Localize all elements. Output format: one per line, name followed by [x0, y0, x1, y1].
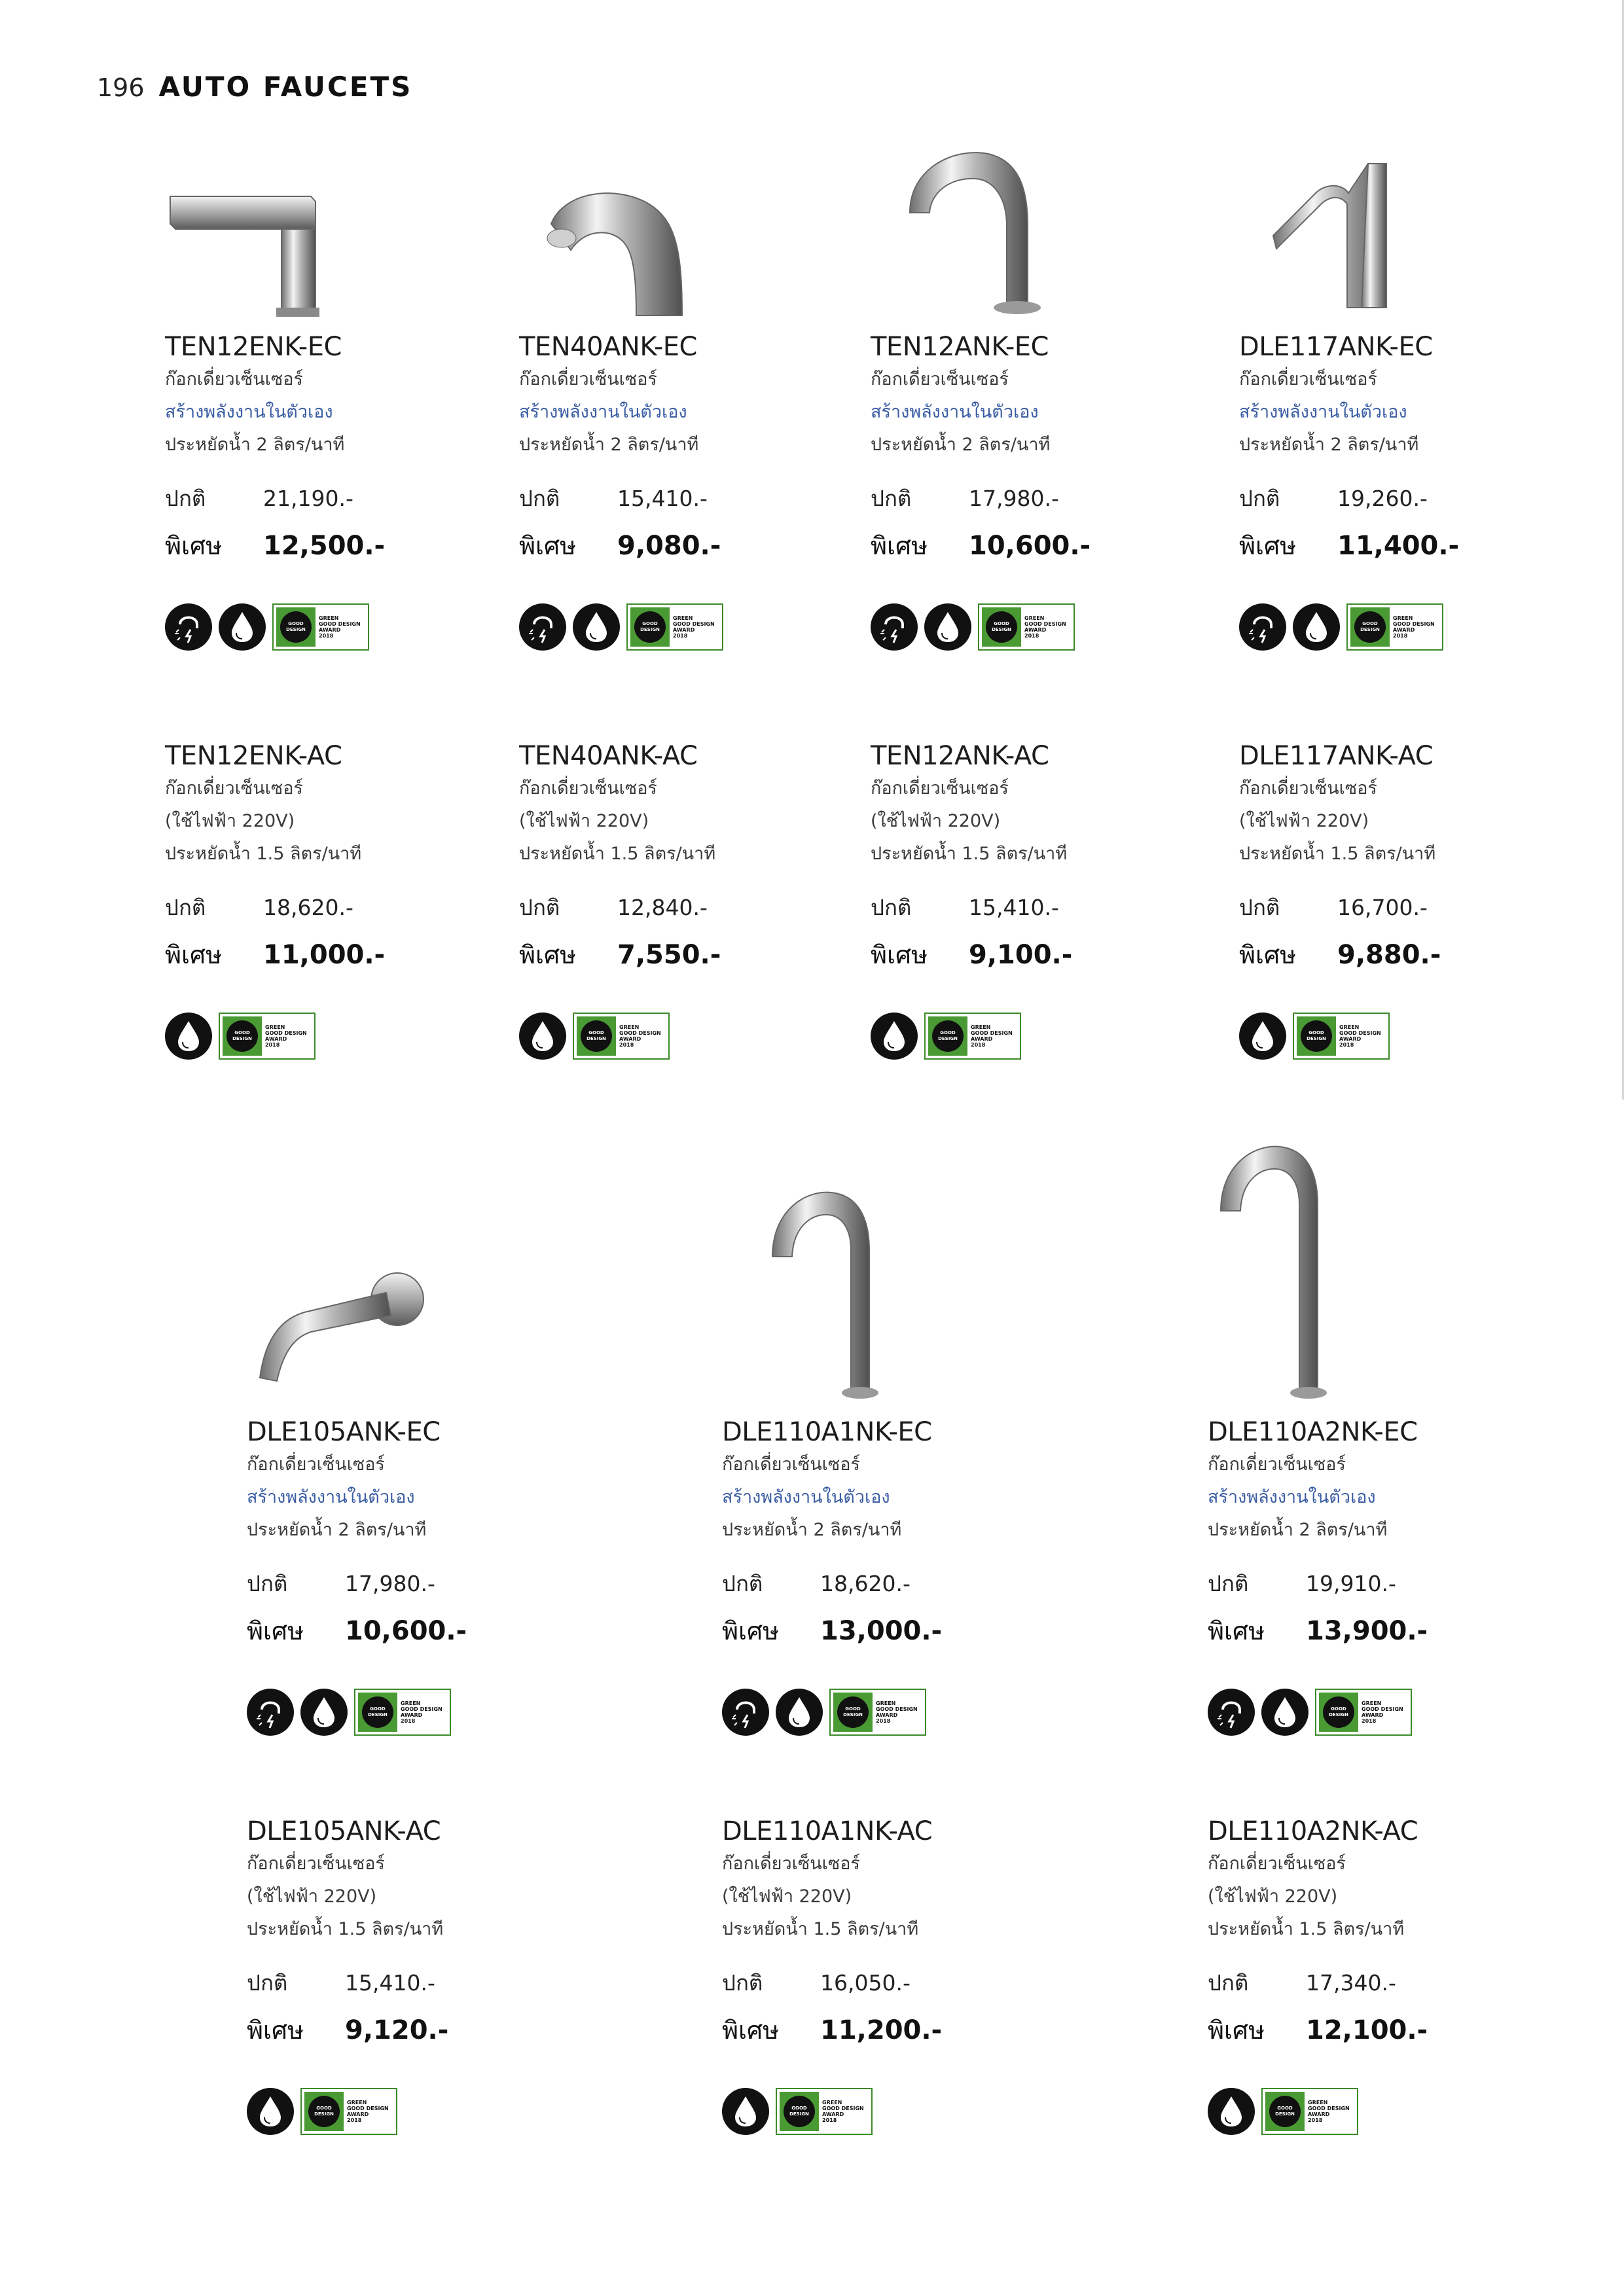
- product-description-line: ก๊อกเดี่ยวเซ็นเซอร์: [165, 778, 303, 798]
- good-design-award-icon: [829, 1689, 926, 1736]
- product-description-line: (ใช้ไฟฟ้า 220V): [247, 1886, 377, 1907]
- feature-icons: [247, 2087, 587, 2136]
- product-description-line: ประหยัดน้ำ 2 ลิตร/นาที: [519, 435, 699, 455]
- award-text: GREEN GOOD DESIGN AWARD 2018: [1308, 2100, 1350, 2123]
- award-text: GREEN GOOD DESIGN AWARD 2018: [1339, 1024, 1381, 1048]
- water-drop-icon: [722, 2088, 769, 2135]
- product-model: TEN12ENK-EC: [165, 332, 342, 362]
- product-description-line: ประหยัดน้ำ 2 ลิตร/นาที: [871, 435, 1051, 455]
- product-description-line: ประหยัดน้ำ 2 ลิตร/นาที: [722, 1520, 902, 1540]
- award-text: GREEN GOOD DESIGN AWARD 2018: [347, 2100, 389, 2123]
- award-text: GREEN GOOD DESIGN AWARD 2018: [401, 1700, 442, 1724]
- award-badge-text: GOOD DESIGN: [1269, 2096, 1301, 2127]
- normal-price-row: [247, 1965, 587, 2010]
- product-card: [1208, 1815, 1548, 2136]
- product-image-dle117ank-ec: [1270, 157, 1401, 314]
- normal-price-row: [519, 890, 859, 935]
- energy-icon: [247, 1689, 294, 1736]
- good-design-award-icon: [1315, 1689, 1412, 1736]
- product-card: [247, 1815, 587, 2136]
- energy-icon: [871, 603, 918, 651]
- water-drop-icon: [1261, 1689, 1308, 1736]
- product-model: DLE117ANK-EC: [1239, 332, 1433, 362]
- award-badge-text: GOOD DESIGN: [1301, 1020, 1332, 1052]
- award-text: GREEN GOOD DESIGN AWARD 2018: [673, 615, 715, 639]
- normal-price-row: [722, 1965, 1062, 2010]
- product-description-line: ประหยัดน้ำ 1.5 ลิตร/นาที: [871, 844, 1068, 864]
- award-badge-text: GOOD DESIGN: [362, 1696, 393, 1728]
- normal-price-label: ปกติ: [722, 1571, 763, 1596]
- good-design-award-icon: [219, 1013, 316, 1060]
- product-model: DLE110A1NK-EC: [722, 1417, 932, 1447]
- product-model: DLE105ANK-EC: [247, 1417, 441, 1447]
- product-image-ten12ank-ec: [897, 147, 1047, 317]
- special-price: 13,000.-: [820, 1616, 943, 1646]
- feature-icons: [165, 603, 505, 651]
- product-description-line: สร้างพลังงานในตัวเอง: [1208, 1487, 1376, 1507]
- normal-price: 17,980.-: [969, 486, 1059, 511]
- award-badge-text: GOOD DESIGN: [308, 2096, 340, 2127]
- normal-price-row: [1208, 1965, 1548, 2010]
- normal-price: 12,840.-: [617, 895, 708, 920]
- energy-icon: [1208, 1689, 1255, 1736]
- product-description-line: ประหยัดน้ำ 1.5 ลิตร/นาที: [722, 1919, 919, 1939]
- water-drop-icon: [165, 1013, 212, 1060]
- special-price: 11,200.-: [820, 2015, 943, 2045]
- normal-price-row: [165, 481, 505, 526]
- award-badge: [780, 2092, 819, 2131]
- award-badge-text: GOOD DESIGN: [932, 1020, 964, 1052]
- product-model: TEN40ANK-AC: [519, 741, 698, 771]
- normal-price: 18,620.-: [263, 895, 353, 920]
- energy-icon: [165, 603, 212, 651]
- feature-icons: [519, 603, 859, 651]
- special-price: 9,080.-: [617, 531, 721, 561]
- feature-icons: [871, 603, 1211, 651]
- special-price-label: พิเศษ: [165, 941, 223, 969]
- normal-price-row: [1208, 1566, 1548, 1611]
- normal-price-row: [1239, 481, 1579, 526]
- award-text: GREEN GOOD DESIGN AWARD 2018: [319, 615, 361, 639]
- special-price-row: [1208, 1611, 1548, 1653]
- normal-price: 15,410.-: [617, 486, 708, 511]
- normal-price: 17,340.-: [1306, 1970, 1396, 1996]
- good-design-award-icon: [626, 603, 723, 651]
- normal-price-row: [871, 890, 1211, 935]
- product-description-line: สร้างพลังงานในตัวเอง: [722, 1487, 890, 1507]
- feature-icons: [1239, 603, 1579, 651]
- product-card: [519, 740, 859, 1060]
- good-design-award-icon: [1261, 2088, 1358, 2135]
- product-description-line: (ใช้ไฟฟ้า 220V): [722, 1886, 852, 1907]
- page-header: [97, 71, 412, 110]
- normal-price-row: [871, 481, 1211, 526]
- special-price: 13,900.-: [1306, 1616, 1428, 1646]
- award-badge: [630, 607, 670, 647]
- special-price-row: [722, 2010, 1062, 2052]
- award-badge: [982, 607, 1021, 647]
- normal-price: 17,980.-: [345, 1571, 435, 1596]
- normal-price-label: ปกติ: [247, 1571, 288, 1596]
- award-badge: [1297, 1016, 1336, 1056]
- special-price: 12,100.-: [1306, 2015, 1428, 2045]
- feature-icons: [519, 1012, 859, 1060]
- award-badge: [304, 2092, 344, 2131]
- special-price-label: พิเศษ: [519, 941, 577, 969]
- water-drop-icon: [924, 603, 971, 651]
- product-model: DLE117ANK-AC: [1239, 741, 1434, 771]
- special-price-row: [247, 1611, 587, 1653]
- product-description-line: ก๊อกเดี่ยวเซ็นเซอร์: [722, 1454, 860, 1475]
- product-description-line: ก๊อกเดี่ยวเซ็นเซอร์: [1239, 778, 1377, 798]
- product-model: TEN12ANK-EC: [871, 332, 1049, 362]
- special-price-label: พิเศษ: [1208, 1617, 1265, 1645]
- product-description-line: ประหยัดน้ำ 2 ลิตร/นาที: [1208, 1520, 1388, 1540]
- normal-price: 19,910.-: [1306, 1571, 1396, 1596]
- special-price-row: [519, 935, 859, 977]
- special-price-row: [165, 935, 505, 977]
- special-price: 11,400.-: [1337, 531, 1460, 561]
- normal-price: 15,410.-: [345, 1970, 435, 1996]
- normal-price-label: ปกติ: [165, 486, 206, 511]
- normal-price-row: [1239, 890, 1579, 935]
- award-badge-text: GOOD DESIGN: [634, 611, 666, 643]
- product-model: TEN12ENK-AC: [165, 741, 342, 771]
- product-description-line: (ใช้ไฟฟ้า 220V): [871, 811, 1001, 831]
- product-description-line: (ใช้ไฟฟ้า 220V): [1239, 811, 1369, 831]
- normal-price-row: [519, 481, 859, 526]
- award-badge-text: GOOD DESIGN: [1323, 1696, 1354, 1728]
- normal-price: 19,260.-: [1337, 486, 1428, 511]
- award-badge-text: GOOD DESIGN: [837, 1696, 869, 1728]
- special-price: 9,100.-: [969, 940, 1073, 970]
- product-description-line: ก๊อกเดี่ยวเซ็นเซอร์: [722, 1854, 860, 1874]
- product-description-line: ก๊อกเดี่ยวเซ็นเซอร์: [247, 1454, 385, 1475]
- normal-price: 15,410.-: [969, 895, 1059, 920]
- page-number: 196: [97, 73, 145, 102]
- product-image-dle110a2nk-ec: [1208, 1139, 1339, 1401]
- product-description-line: สร้างพลังงานในตัวเอง: [1239, 402, 1407, 422]
- normal-price-row: [722, 1566, 1062, 1611]
- product-model: TEN12ANK-AC: [871, 741, 1049, 771]
- product-description-line: ก๊อกเดี่ยวเซ็นเซอร์: [519, 369, 657, 389]
- award-badge: [358, 1693, 397, 1732]
- award-badge: [577, 1016, 616, 1056]
- special-price-label: พิเศษ: [722, 1617, 780, 1645]
- award-badge: [1319, 1693, 1358, 1732]
- special-price: 11,000.-: [263, 940, 386, 970]
- product-description-line: ประหยัดน้ำ 1.5 ลิตร/นาที: [165, 844, 362, 864]
- product-model: DLE110A2NK-AC: [1208, 1816, 1418, 1846]
- water-drop-icon: [871, 1013, 918, 1060]
- good-design-award-icon: [924, 1013, 1021, 1060]
- special-price-label: พิเศษ: [871, 531, 928, 560]
- normal-price-row: [165, 890, 505, 935]
- product-card: [1239, 740, 1579, 1060]
- normal-price-label: ปกติ: [1239, 486, 1280, 511]
- product-card: [519, 331, 859, 651]
- feature-icons: [722, 1688, 1062, 1736]
- feature-icons: [165, 1012, 505, 1060]
- normal-price: 16,700.-: [1337, 895, 1428, 920]
- product-model: DLE110A1NK-AC: [722, 1816, 933, 1846]
- product-description-line: ก๊อกเดี่ยวเซ็นเซอร์: [871, 369, 1009, 389]
- award-text: GREEN GOOD DESIGN AWARD 2018: [1393, 615, 1435, 639]
- water-drop-icon: [573, 603, 620, 651]
- normal-price-label: ปกติ: [1208, 1571, 1249, 1596]
- water-drop-icon: [219, 603, 266, 651]
- special-price-row: [1208, 2010, 1548, 2052]
- special-price-label: พิเศษ: [1239, 531, 1297, 560]
- energy-icon: [722, 1689, 769, 1736]
- feature-icons: [1208, 1688, 1548, 1736]
- product-description-line: (ใช้ไฟฟ้า 220V): [1208, 1886, 1338, 1907]
- award-badge-text: GOOD DESIGN: [226, 1020, 258, 1052]
- product-description-line: (ใช้ไฟฟ้า 220V): [519, 811, 649, 831]
- normal-price: 16,050.-: [820, 1970, 911, 1996]
- special-price-row: [165, 526, 505, 567]
- award-text: GREEN GOOD DESIGN AWARD 2018: [1024, 615, 1066, 639]
- normal-price: 21,190.-: [263, 486, 353, 511]
- award-badge: [276, 607, 316, 647]
- special-price: 9,120.-: [345, 2015, 449, 2045]
- good-design-award-icon: [573, 1013, 670, 1060]
- normal-price-label: ปกติ: [871, 895, 912, 920]
- product-card: [165, 331, 505, 651]
- product-card: [871, 740, 1211, 1060]
- special-price-row: [1239, 935, 1579, 977]
- feature-icons: [1239, 1012, 1579, 1060]
- normal-price-label: ปกติ: [722, 1970, 763, 1996]
- special-price-label: พิเศษ: [871, 941, 928, 969]
- special-price-label: พิเศษ: [519, 531, 577, 560]
- product-description-line: ประหยัดน้ำ 1.5 ลิตร/นาที: [519, 844, 716, 864]
- product-card: [165, 740, 505, 1060]
- good-design-award-icon: [1293, 1013, 1390, 1060]
- product-description-line: ก๊อกเดี่ยวเซ็นเซอร์: [1208, 1854, 1346, 1874]
- award-text: GREEN GOOD DESIGN AWARD 2018: [619, 1024, 661, 1048]
- product-description-line: สร้างพลังงานในตัวเอง: [165, 402, 333, 422]
- energy-icon: [519, 603, 566, 651]
- good-design-award-icon: [776, 2088, 873, 2135]
- product-image-dle105ank-ec: [245, 1253, 442, 1404]
- product-description-line: ประหยัดน้ำ 2 ลิตร/นาที: [247, 1520, 427, 1540]
- product-description-line: ก๊อกเดี่ยวเซ็นเซอร์: [1208, 1454, 1346, 1475]
- normal-price-label: ปกติ: [519, 486, 560, 511]
- award-badge: [1265, 2092, 1305, 2131]
- normal-price-label: ปกติ: [1208, 1970, 1249, 1996]
- normal-price-label: ปกติ: [165, 895, 206, 920]
- feature-icons: [1208, 2087, 1548, 2136]
- award-badge-text: GOOD DESIGN: [986, 611, 1017, 643]
- normal-price-row: [247, 1566, 587, 1611]
- product-description-line: ก๊อกเดี่ยวเซ็นเซอร์: [871, 778, 1009, 798]
- product-description-line: ประหยัดน้ำ 2 ลิตร/นาที: [1239, 435, 1419, 455]
- special-price-row: [247, 2010, 587, 2052]
- special-price-label: พิเศษ: [722, 2016, 780, 2045]
- feature-icons: [722, 2087, 1062, 2136]
- water-drop-icon: [1208, 2088, 1255, 2135]
- award-badge: [833, 1693, 873, 1732]
- special-price-label: พิเศษ: [247, 2016, 304, 2045]
- product-description-line: ประหยัดน้ำ 1.5 ลิตร/นาที: [1208, 1919, 1405, 1939]
- normal-price-label: ปกติ: [247, 1970, 288, 1996]
- award-text: GREEN GOOD DESIGN AWARD 2018: [822, 2100, 864, 2123]
- product-description-line: ก๊อกเดี่ยวเซ็นเซอร์: [519, 778, 657, 798]
- product-card: [1239, 331, 1579, 651]
- good-design-award-icon: [300, 2088, 397, 2135]
- product-image-ten40ank-ec: [538, 178, 708, 322]
- award-badge-text: GOOD DESIGN: [1354, 611, 1386, 643]
- feature-icons: [871, 1012, 1211, 1060]
- award-text: GREEN GOOD DESIGN AWARD 2018: [1362, 1700, 1403, 1724]
- product-card: [247, 1416, 587, 1736]
- water-drop-icon: [776, 1689, 823, 1736]
- award-badge: [928, 1016, 967, 1056]
- award-text: GREEN GOOD DESIGN AWARD 2018: [265, 1024, 307, 1048]
- special-price-row: [519, 526, 859, 567]
- special-price-row: [722, 1611, 1062, 1653]
- special-price-row: [871, 526, 1211, 567]
- award-badge-text: GOOD DESIGN: [581, 1020, 612, 1052]
- product-image-dle110a1nk-ec: [759, 1185, 890, 1401]
- special-price: 9,880.-: [1337, 940, 1441, 970]
- product-description-line: ประหยัดน้ำ 1.5 ลิตร/นาที: [1239, 844, 1436, 864]
- product-card: [1208, 1416, 1548, 1736]
- award-badge: [223, 1016, 262, 1056]
- product-description-line: ก๊อกเดี่ยวเซ็นเซอร์: [165, 369, 303, 389]
- product-description-line: ประหยัดน้ำ 1.5 ลิตร/นาที: [247, 1919, 444, 1939]
- special-price: 7,550.-: [617, 940, 721, 970]
- product-card: [722, 1815, 1062, 2136]
- special-price: 10,600.-: [969, 531, 1091, 561]
- water-drop-icon: [300, 1689, 348, 1736]
- product-card: [722, 1416, 1062, 1736]
- award-badge-text: GOOD DESIGN: [784, 2096, 815, 2127]
- product-description-line: ประหยัดน้ำ 2 ลิตร/นาที: [165, 435, 345, 455]
- special-price-row: [871, 935, 1211, 977]
- good-design-award-icon: [272, 603, 369, 651]
- special-price-label: พิเศษ: [247, 1617, 304, 1645]
- special-price: 12,500.-: [263, 531, 386, 561]
- special-price-label: พิเศษ: [1239, 941, 1297, 969]
- award-text: GREEN GOOD DESIGN AWARD 2018: [971, 1024, 1013, 1048]
- product-model: DLE110A2NK-EC: [1208, 1417, 1418, 1447]
- product-description-line: สร้างพลังงานในตัวเอง: [247, 1487, 415, 1507]
- energy-icon: [1239, 603, 1286, 651]
- special-price-label: พิเศษ: [1208, 2016, 1265, 2045]
- special-price: 10,600.-: [345, 1616, 467, 1646]
- water-drop-icon: [1293, 603, 1340, 651]
- good-design-award-icon: [978, 603, 1075, 651]
- good-design-award-icon: [354, 1689, 451, 1736]
- product-image-ten12enk-ec: [164, 190, 327, 321]
- product-model: DLE105ANK-AC: [247, 1816, 441, 1846]
- section-title: AUTO FAUCETS: [158, 71, 413, 103]
- product-description-line: (ใช้ไฟฟ้า 220V): [165, 811, 295, 831]
- water-drop-icon: [247, 2088, 294, 2135]
- water-drop-icon: [519, 1013, 566, 1060]
- product-card: [871, 331, 1211, 651]
- feature-icons: [247, 1688, 587, 1736]
- product-description-line: ก๊อกเดี่ยวเซ็นเซอร์: [247, 1854, 385, 1874]
- special-price-label: พิเศษ: [165, 531, 223, 560]
- normal-price-label: ปกติ: [1239, 895, 1280, 920]
- product-description-line: สร้างพลังงานในตัวเอง: [519, 402, 687, 422]
- product-description-line: ก๊อกเดี่ยวเซ็นเซอร์: [1239, 369, 1377, 389]
- normal-price: 18,620.-: [820, 1571, 911, 1596]
- award-badge: [1350, 607, 1390, 647]
- normal-price-label: ปกติ: [871, 486, 912, 511]
- normal-price-label: ปกติ: [519, 895, 560, 920]
- award-badge-text: GOOD DESIGN: [280, 611, 312, 643]
- product-description-line: สร้างพลังงานในตัวเอง: [871, 402, 1039, 422]
- water-drop-icon: [1239, 1013, 1286, 1060]
- good-design-award-icon: [1346, 603, 1443, 651]
- special-price-row: [1239, 526, 1579, 567]
- award-text: GREEN GOOD DESIGN AWARD 2018: [876, 1700, 918, 1724]
- product-model: TEN40ANK-EC: [519, 332, 697, 362]
